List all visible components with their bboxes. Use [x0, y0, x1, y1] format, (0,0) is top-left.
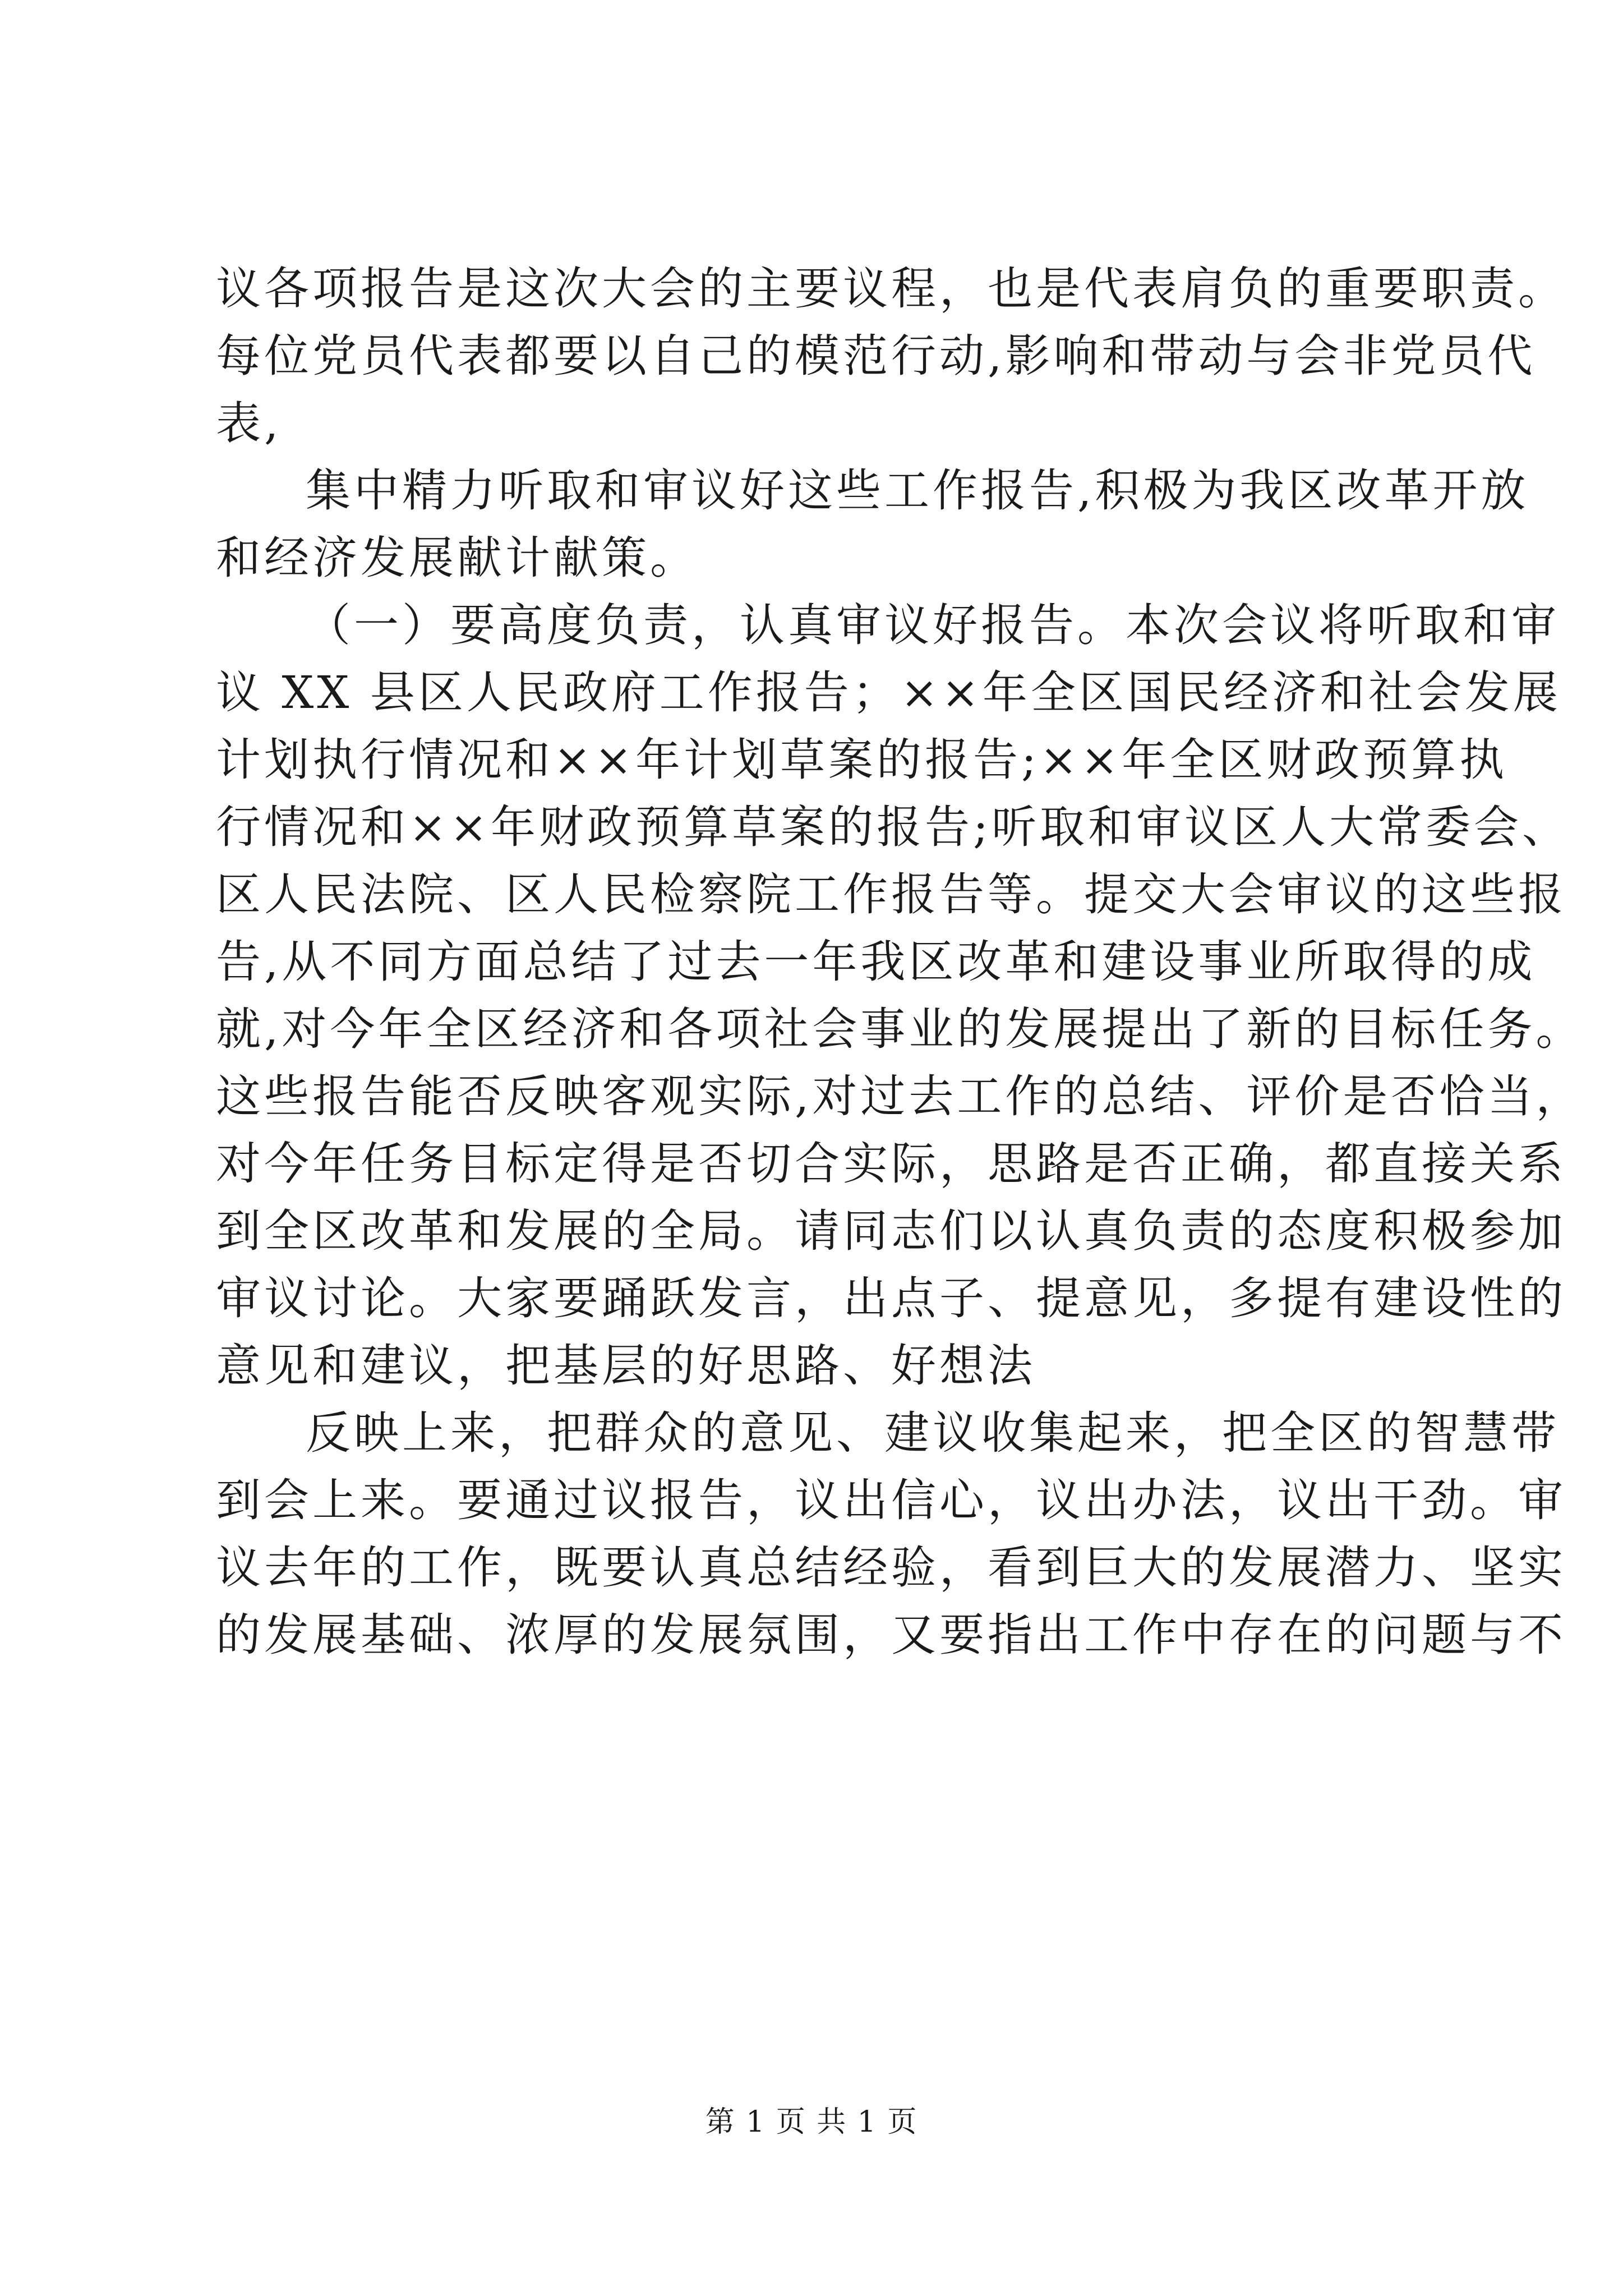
- text-line: 这些报告能否反映客观实际,对过去工作的总结、评价是否恰当，: [216, 1070, 1584, 1122]
- section-heading-line: （一）要高度负责，认真审议好报告。本次会议将听取和审: [306, 599, 1560, 651]
- text-line: 的发展基础、浓厚的发展氛围，又要指出工作中存在的问题与不: [216, 1609, 1566, 1661]
- text-line: 审议讨论。大家要踊跃发言，出点子、提意见，多提有建设性的: [216, 1272, 1566, 1324]
- text-line: 到全区改革和发展的全局。请同志们以认真负责的态度积极参加: [216, 1205, 1566, 1257]
- text-line: 行情况和××年财政预算草案的报告;听取和审议区人大常委会、: [216, 801, 1571, 853]
- text-line: 意见和建议，把基层的好思路、好想法: [216, 1340, 1036, 1392]
- paragraph-start-line: 集中精力听取和审议好这些工作报告,积极为我区改革开放: [306, 464, 1529, 517]
- page-number-footer: 第 1 页 共 1 页: [705, 2105, 918, 2139]
- text-line: 对今年任务目标定得是否切合实际，思路是否正确，都直接关系: [216, 1138, 1566, 1190]
- text-line: 议各项报告是这次大会的主要议程，也是代表肩负的重要职责。: [216, 263, 1566, 315]
- text-line: 就,对今年全区经济和各项社会事业的发展提出了新的目标任务。: [216, 1003, 1584, 1055]
- text-line: 到会上来。要通过议报告，议出信心，议出办法，议出干劲。审: [216, 1474, 1566, 1526]
- text-line: 计划执行情况和××年计划草案的报告;××年全区财政预算执: [216, 734, 1508, 786]
- text-line: 议 XX 县区人民政府工作报告；××年全区国民经济和社会发展: [216, 666, 1561, 719]
- text-line: 每位党员代表都要以自己的模范行动,影响和带动与会非党员代: [216, 330, 1536, 382]
- paragraph-start-line: 反映上来，把群众的意见、建议收集起来，把全区的智慧带: [306, 1407, 1560, 1459]
- text-line: 区人民法院、区人民检察院工作报告等。提交大会审议的这些报: [216, 868, 1566, 921]
- text-line: 告,从不同方面总结了过去一年我区改革和建设事业所取得的成: [216, 936, 1536, 988]
- text-line: 和经济发展献计献策。: [216, 532, 698, 584]
- text-line: 议去年的工作，既要认真总结经验，看到巨大的发展潜力、坚实: [216, 1542, 1566, 1594]
- text-line: 表,: [216, 397, 282, 449]
